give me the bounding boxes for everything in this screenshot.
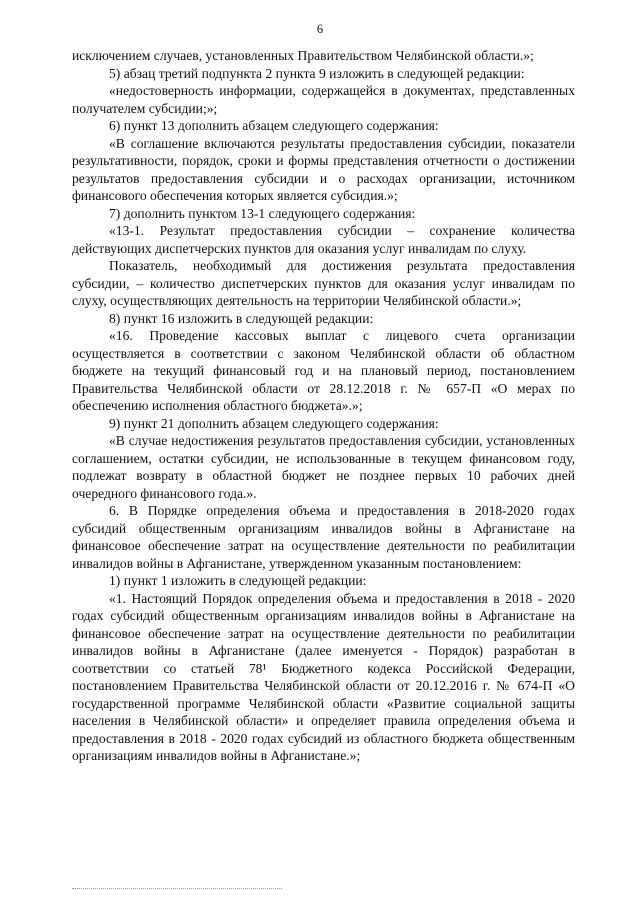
paragraph: «1. Настоящий Порядок определения объема и предоставления в 2018 - 2020 годах субсидий общественным организациям инвалидов войны в Афганистане на финансовое обеспечение затрат на осуществление деятельности по реабилитации инвалидов войны в Афганистане (далее именуется - Порядок) разработан в соответствии со статьей 78¹ Бюджетного кодекса Российской Федерации, постановлением Правительства Челябинской области от 20.12.2016 г. № 674-П «О государственной программе Челябинской области «Развитие социальной защиты населения в Челябинской области» и определяет правила определения объема и предоставления в 2018 - 2020 годах субсидий из областного бюджета общественным организациям инвалидов войны в Афганистане.»; bbox=[72, 590, 575, 763]
paragraph: Показатель, необходимый для достижения результата предоставления субсидии, – количество диспетчерских пунктов для оказания услуг инвалидам по слуху, осуществляющих деятельность на территории Челябинской области.»; bbox=[72, 258, 575, 308]
paragraph: 6. В Порядке определения объема и предоставления в 2018-2020 годах субсидий общественным организациям инвалидов войны в Афганистане на финансовое обеспечение затрат на осуществление деятельности по реабилитации инвалидов войны в Афганистане, утвержденном указанным постановлением: bbox=[72, 503, 575, 571]
paragraph: 6) пункт 13 дополнить абзацем следующего содержания: bbox=[109, 118, 439, 133]
paragraph: «13-1. Результат предоставления субсидии – сохранение количества действующих диспетчерских пунктов для оказания услуг инвалидам по слуху. bbox=[72, 223, 575, 256]
page-number: 6 bbox=[316, 22, 324, 36]
paragraph: «В соглашение включаются результаты предоставления субсидии, показатели результативности, порядок, сроки и формы представления отчетности о достижении результатов предоставления субсидии и о расходах организации, источником финансового обеспечения которых является субсидия.»; bbox=[72, 135, 575, 203]
paragraph: исключением случаев, установленных Правительством Челябинской области.»; bbox=[72, 48, 534, 63]
paragraph: 9) пункт 21 дополнить абзацем следующего содержания: bbox=[109, 415, 439, 431]
paragraph: 1) пункт 1 изложить в следующей редакции: bbox=[109, 573, 367, 588]
paragraph: «недостоверность информации, содержащейся в документах, представленных получателем субсидии;»; bbox=[72, 83, 575, 116]
paragraph: 5) абзац третий подпункта 2 пункта 9 изложить в следующей редакции: bbox=[109, 65, 525, 81]
paragraph: 7) дополнить пунктом 13-1 следующего содержания: bbox=[109, 205, 416, 221]
paragraph: «16. Проведение кассовых выплат с лицевого счета организации осуществляется в соответствии с законом Челябинской области об областном бюджете на текущий финансовый год и на плановый период, постановлением Правительства Челябинской области от 28.12.2018 г. № 657-П «О мерах по обеспечению исполнения областного бюджета».»; bbox=[72, 328, 575, 413]
paragraph: «В случае недостижения результатов предоставления субсидии, установленных соглашением, остатки субсидии, не использованные в текущем финансовом году, подлежат возврату в областной бюджет не позднее первых 10 рабочих дней очередного финансового года.». bbox=[72, 433, 575, 501]
footer-divider bbox=[72, 888, 282, 889]
paragraph: 8) пункт 16 изложить в следующей редакции: bbox=[109, 310, 374, 326]
document-body bbox=[72, 47, 575, 765]
